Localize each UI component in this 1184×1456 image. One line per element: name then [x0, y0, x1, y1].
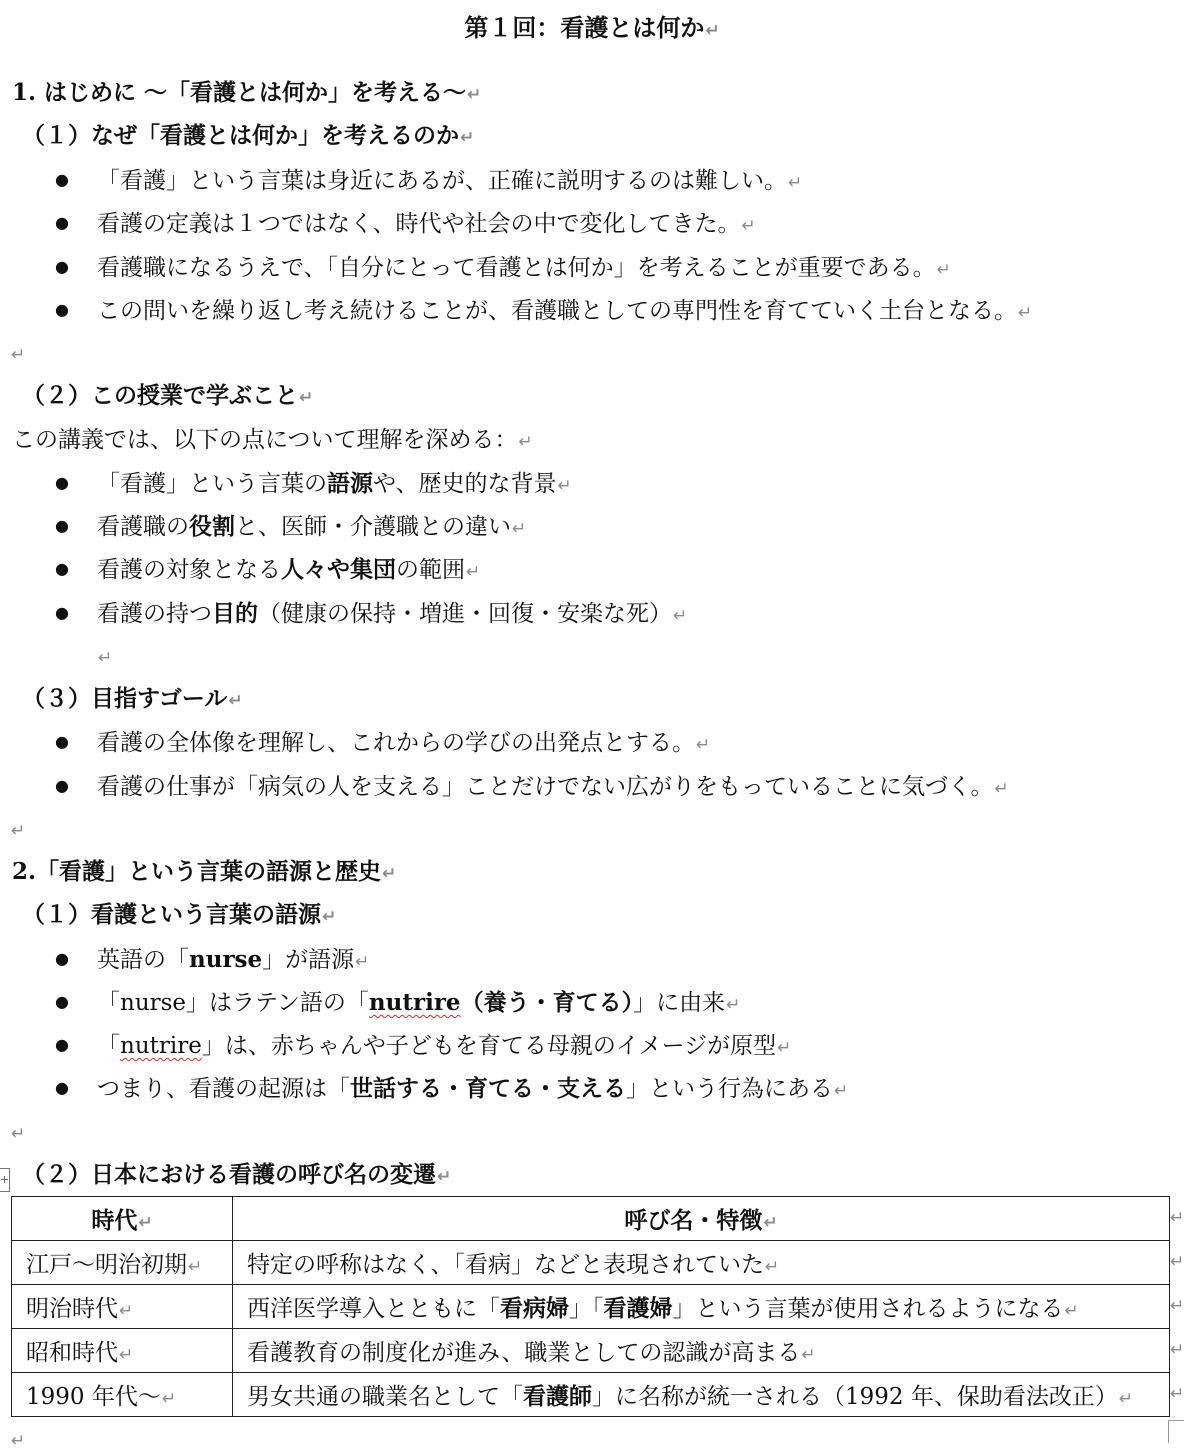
empty-paragraph: ↵	[98, 648, 113, 668]
bullet-icon: ●	[55, 473, 69, 492]
list-item: ● 看護の対象となる人々や集団の範囲↵	[55, 556, 481, 583]
table-row	[12, 1285, 1170, 1329]
list-item: ● 看護の定義は１つではなく、時代や社会の中で変化してきた。↵	[55, 208, 756, 241]
empty-paragraph: ↵	[11, 821, 26, 841]
table-header-cell: 時代↵	[12, 1197, 233, 1241]
row-end-mark: ↵	[1170, 1252, 1184, 1272]
subsection-2-1-heading: （１）看護という言葉の語源↵	[22, 901, 337, 928]
row-end-mark: ↵	[1170, 1384, 1184, 1404]
bullet-icon: ●	[55, 992, 69, 1011]
table-move-handle[interactable]: +	[0, 1168, 10, 1192]
subsection-1-1-heading: （１）なぜ「看護とは何か」を考えるのか↵	[22, 122, 475, 149]
section-2-heading: 2.「看護」という言葉の語源と歴史↵	[12, 858, 397, 885]
bullet-icon: ●	[55, 170, 69, 189]
bullet-icon: ●	[55, 1035, 69, 1054]
list-item: ● つまり、看護の起源は「世話する・育てる・支える」という行為にある↵	[55, 1075, 849, 1102]
bullet-icon: ●	[55, 559, 69, 578]
table-cell-era: 江戸〜明治初期↵	[12, 1241, 233, 1285]
bullet-icon: ●	[55, 603, 69, 622]
table-cell-desc: 男女共通の職業名として「看護師」に名称が統一される（1992 年、保助看法改正）↵	[233, 1373, 1170, 1417]
table-cell-desc: 特定の呼称はなく、「看病」などと表現されていた↵	[233, 1241, 1170, 1285]
table-cell-desc: 西洋医学導入とともに「看病婦」「看護婦」という言葉が使用されるようになる↵	[233, 1285, 1170, 1329]
bullet-icon: ●	[55, 1078, 69, 1097]
list-item: ● 看護職になるうえで、「自分にとって看護とは何か」を考えることが重要である。↵	[55, 252, 951, 285]
list-item: ● 英語の「nurse」が語源↵	[55, 946, 370, 973]
table-row	[12, 1241, 1170, 1285]
row-end-mark: ↵	[1170, 1296, 1184, 1316]
list-item: ● 看護職の役割と、医師・介護職との違い↵	[55, 513, 527, 540]
list-item: ● 看護の持つ目的（健康の保持・増進・回復・安楽な死）↵	[55, 600, 688, 627]
bullet-icon: ●	[55, 776, 69, 795]
list-item: ● 「nutrire」は、赤ちゃんや子どもを育てる母親のイメージが原型↵	[55, 1030, 791, 1063]
row-end-mark: ↵	[1170, 1208, 1184, 1228]
subsection-1-2-heading: （２）この授業で学ぶこと↵	[22, 382, 314, 409]
intro-paragraph: この講義では、以下の点について理解を深める：↵	[12, 427, 533, 453]
document-title: 第１回：看護とは何か↵	[464, 13, 720, 42]
page-corner-mark	[1168, 1420, 1184, 1443]
bullet-icon: ●	[55, 213, 69, 232]
list-item: ● 看護の仕事が「病気の人を支える」ことだけでない広がりをもっていることに気づく。↵	[55, 771, 1009, 804]
history-table	[11, 1196, 1170, 1417]
subsection-1-3-heading: （３）目指すゴール↵	[22, 685, 243, 712]
bullet-icon: ●	[55, 300, 69, 319]
list-item: ● 「看護」という言葉の語源や、歴史的な背景↵	[55, 470, 572, 497]
table-row	[12, 1373, 1170, 1417]
table-cell-era: 明治時代↵	[12, 1285, 233, 1329]
list-item: ● 「nurse」はラテン語の「nutrire（養う・育てる）」に由来↵	[55, 989, 741, 1016]
empty-paragraph: ↵	[11, 1124, 26, 1144]
table-header-row	[12, 1197, 1170, 1241]
empty-paragraph: ↵	[11, 1431, 26, 1451]
bullet-icon: ●	[55, 949, 69, 968]
list-item: ● この問いを繰り返し考え続けることが、看護職としての専門性を育てていく土台となる。↵	[55, 295, 1032, 328]
empty-paragraph: ↵	[11, 345, 26, 365]
list-item: ● 看護の全体像を理解し、これからの学びの出発点とする。↵	[55, 727, 710, 760]
bullet-icon: ●	[55, 732, 69, 751]
table-row	[12, 1329, 1170, 1373]
bullet-icon: ●	[55, 516, 69, 535]
subsection-2-2-heading: （２）日本における看護の呼び名の変遷↵	[22, 1161, 452, 1188]
table-cell-era: 昭和時代↵	[12, 1329, 233, 1373]
row-end-mark: ↵	[1170, 1340, 1184, 1360]
bullet-icon: ●	[55, 257, 69, 276]
list-item: ● 「看護」という言葉は身近にあるが、正確に説明するのは難しい。↵	[55, 165, 802, 198]
table-cell-era: 1990 年代〜↵	[12, 1373, 233, 1417]
section-1-heading: 1. はじめに 〜「看護とは何か」を考える〜↵	[12, 79, 482, 106]
table-header-cell: 呼び名・特徴↵	[233, 1197, 1170, 1241]
table-cell-desc: 看護教育の制度化が進み、職業としての認識が高まる↵	[233, 1329, 1170, 1373]
